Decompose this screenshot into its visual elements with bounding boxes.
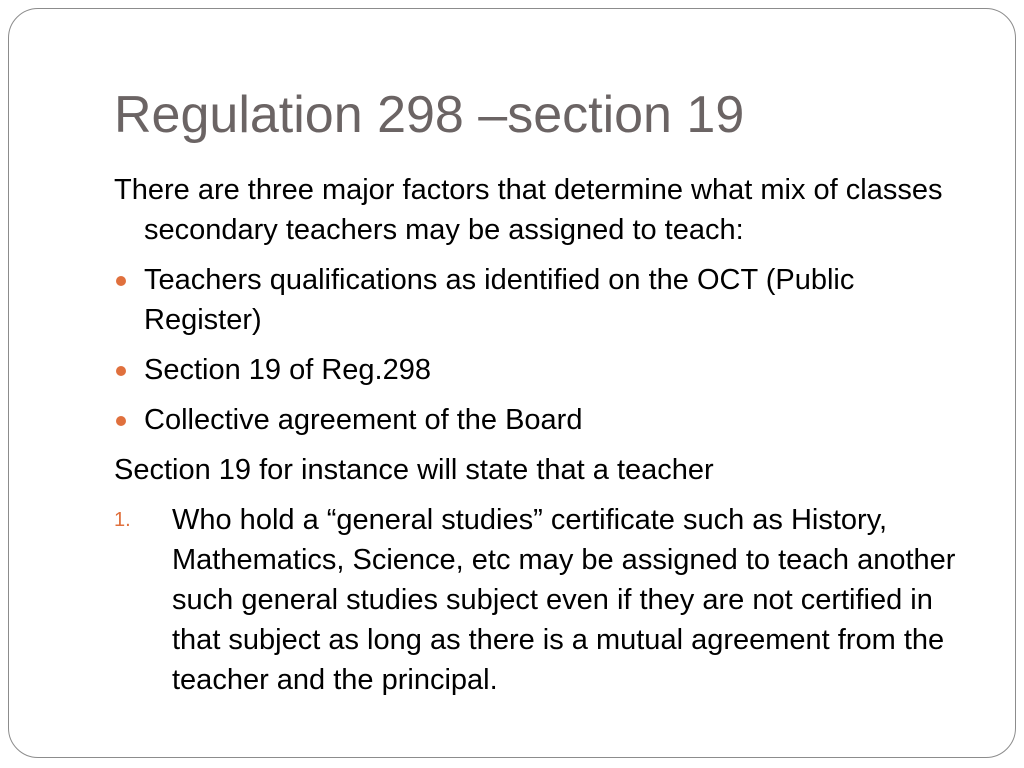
bullet-text: Section 19 of Reg.298 — [144, 354, 431, 386]
list-item — [114, 500, 962, 700]
section-intro: Section 19 for instance will state that a teacher — [114, 454, 714, 486]
bullet-icon — [116, 416, 126, 426]
slide-title: Regulation 298 –section 19 — [114, 86, 745, 144]
intro-paragraph: There are three major factors that determine what mix of classes secondary teachers may be assigned to teach: — [114, 174, 943, 246]
numbered-text: Who hold a “general studies” certificate such as History, Mathematics, Science, etc may be assigned to teach another such general studies subject even if they are not certified in that subject as long as there is a mutual agreement from the teacher and the principal. — [172, 504, 956, 696]
bullet-icon — [116, 276, 126, 286]
bullet-text: Teachers qualifications as identified on the OCT (Public Register) — [144, 264, 855, 336]
bullet-text: Collective agreement of the Board — [144, 404, 583, 436]
list-item — [114, 350, 974, 390]
numbered-list — [114, 500, 974, 700]
factor-list — [114, 260, 974, 440]
bullet-icon — [116, 366, 126, 376]
slide-body — [114, 170, 974, 700]
list-item — [114, 260, 974, 340]
list-number: 1. — [114, 509, 131, 531]
list-item — [114, 400, 974, 440]
